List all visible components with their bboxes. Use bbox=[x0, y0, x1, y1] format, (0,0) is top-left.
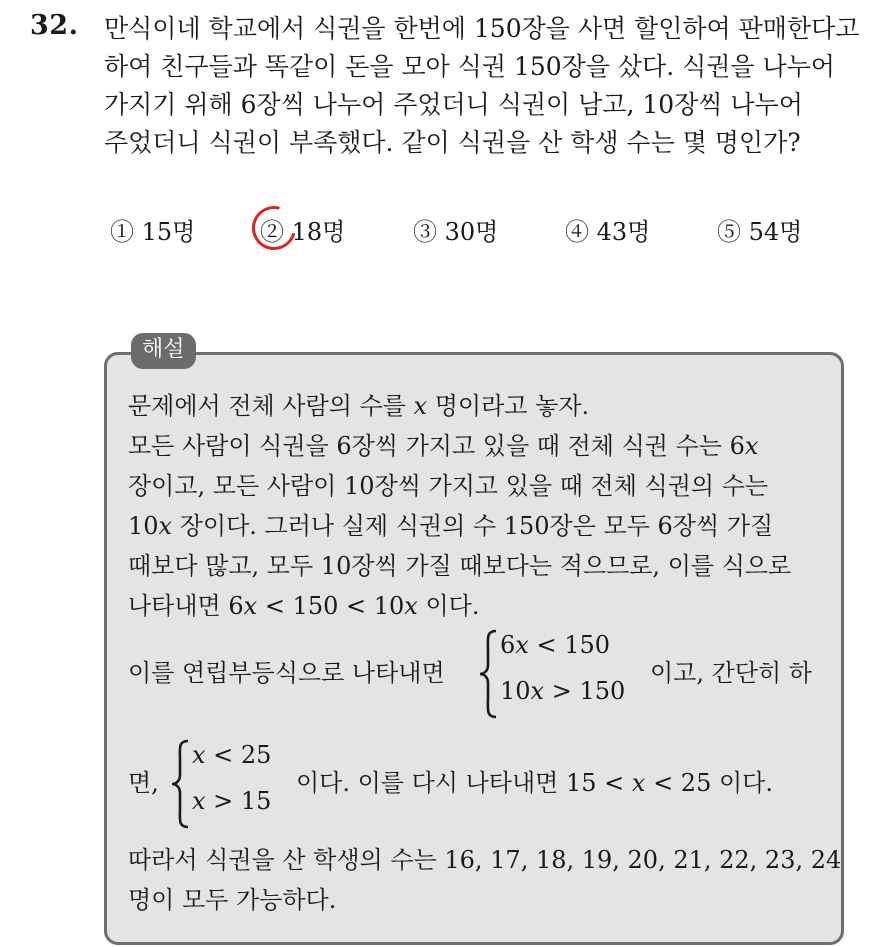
math-var: x bbox=[744, 432, 759, 460]
solution-line: 명이 모두 가능하다. bbox=[128, 886, 337, 914]
solution-line bbox=[128, 426, 828, 466]
question-line: 만식이네 학교에서 식권을 한번에 150장을 사면 할인하여 판매한다고 bbox=[104, 14, 860, 43]
text: 10 bbox=[500, 677, 531, 705]
question-line: 하여 친구들과 똑같이 돈을 모아 식권 150장을 샀다. 식권을 나누어 bbox=[104, 52, 835, 81]
text: 6 bbox=[500, 631, 516, 659]
text: < 25 이다. bbox=[645, 769, 773, 797]
solution-line: 장이고, 모든 사람이 10장씩 가지고 있을 때 전체 식권의 수는 bbox=[128, 472, 769, 500]
equation-line bbox=[192, 787, 271, 815]
system-prefix: 이를 연립부등식으로 나타내면 bbox=[128, 659, 445, 687]
text: 이다. 이를 다시 나타내면 15 < bbox=[296, 769, 632, 797]
text: > 15 bbox=[205, 787, 272, 815]
choice-2[interactable]: ② 18명 bbox=[260, 218, 346, 246]
text: > 150 bbox=[544, 677, 626, 705]
inequality-system-1 bbox=[128, 625, 838, 725]
question-line: 가지기 위해 6장씩 나누어 주었더니 식권이 남고, 10장씩 나누어 bbox=[104, 90, 803, 119]
text: 장이다. 그러나 실제 식권의 수 150장은 모두 6장씩 가질 bbox=[172, 512, 774, 540]
left-brace-icon bbox=[170, 739, 192, 829]
text: 이다. bbox=[417, 592, 480, 620]
math-var: x bbox=[404, 592, 418, 620]
solution-text bbox=[128, 386, 828, 626]
system-suffix: 이고, 간단히 하 bbox=[650, 659, 812, 687]
solution-line bbox=[128, 506, 828, 546]
math-var: x bbox=[158, 512, 173, 540]
math-var: x bbox=[515, 631, 529, 659]
choice-3[interactable]: ③ 30명 bbox=[413, 218, 499, 246]
solution-tag: 해설 bbox=[131, 333, 196, 369]
inequality-system-2 bbox=[128, 735, 838, 835]
solution-line bbox=[128, 386, 828, 426]
solution-line bbox=[128, 586, 828, 626]
math-var: x bbox=[243, 592, 258, 620]
math-var: x bbox=[192, 741, 206, 769]
text: 명이라고 놓자. bbox=[427, 392, 590, 420]
equation-line bbox=[192, 741, 271, 769]
text: < 150 < 10 bbox=[257, 592, 405, 620]
equation-line bbox=[500, 631, 610, 659]
solution-conclusion bbox=[128, 840, 842, 920]
text: < 25 bbox=[205, 741, 272, 769]
solution-line: 때보다 많고, 모두 10장씩 가질 때보다는 적으므로, 이를 식으로 bbox=[128, 552, 792, 580]
math-var: x bbox=[192, 787, 206, 815]
question-number: 32. bbox=[30, 10, 79, 41]
math-var: x bbox=[530, 677, 545, 705]
system-suffix bbox=[296, 763, 773, 798]
math-var: x bbox=[413, 392, 428, 420]
answer-choices bbox=[0, 212, 884, 252]
text: 모든 사람이 식권을 6장씩 가지고 있을 때 전체 식권 수는 6 bbox=[128, 432, 745, 460]
text: 나타내면 6 bbox=[128, 592, 244, 620]
system-prefix: 면, bbox=[128, 769, 159, 797]
question-line: 주었더니 식권이 부족했다. 같이 식권을 산 학생 수는 몇 명인가? bbox=[104, 128, 801, 157]
choice-4[interactable]: ④ 43명 bbox=[565, 218, 651, 246]
text: < 150 bbox=[528, 631, 611, 659]
choice-5[interactable]: ⑤ 54명 bbox=[717, 218, 803, 246]
math-var: x bbox=[631, 769, 646, 797]
choice-1[interactable]: ① 15명 bbox=[110, 218, 196, 246]
text: 10 bbox=[128, 512, 159, 540]
equation-line bbox=[500, 677, 625, 705]
solution-line: 따라서 식권을 산 학생의 수는 16, 17, 18, 19, 20, 21, 22, 23, 24 bbox=[128, 846, 842, 874]
text: 문제에서 전체 사람의 수를 bbox=[128, 392, 414, 420]
question-text bbox=[104, 10, 864, 162]
left-brace-icon bbox=[478, 629, 500, 719]
